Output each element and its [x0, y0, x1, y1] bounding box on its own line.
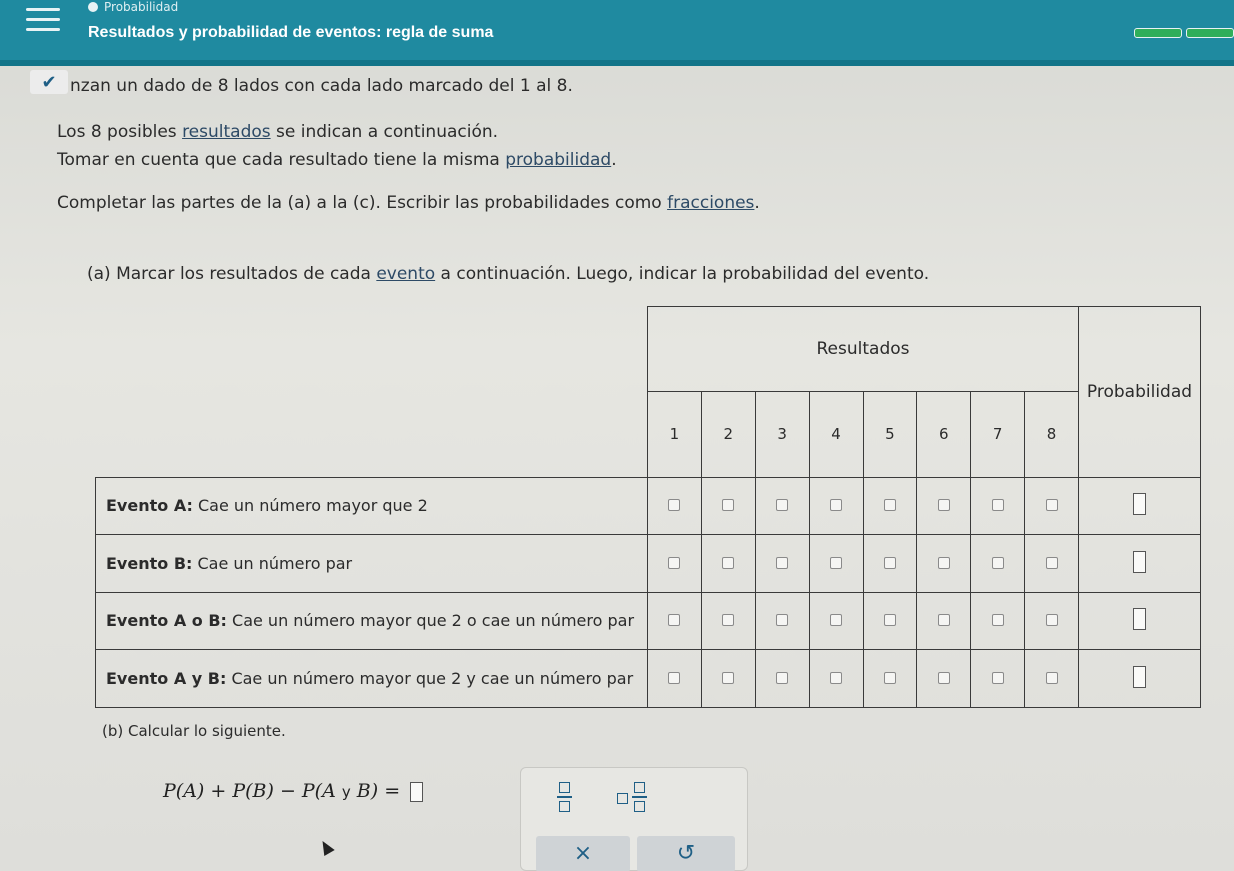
- outcomes-header: Resultados: [648, 307, 1079, 392]
- intro-text: Completar las partes de la (a) a la (c). Escribir las probabilidades como: [57, 193, 668, 213]
- topic-dot-icon: [88, 2, 98, 12]
- outcome-cell: [1025, 535, 1079, 593]
- outcome-checkbox-2[interactable]: [722, 672, 734, 684]
- probability-input[interactable]: [1133, 608, 1146, 630]
- outcome-checkbox-1[interactable]: [668, 557, 680, 569]
- event-description: Cae un número mayor que 2: [197, 495, 428, 515]
- topic-label: [88, 0, 178, 14]
- outcome-cell: [809, 592, 863, 650]
- table-row: [96, 535, 1201, 593]
- outcome-checkbox-5[interactable]: [884, 672, 896, 684]
- outcome-cell: [863, 592, 917, 650]
- outcome-checkbox-5[interactable]: [884, 499, 896, 511]
- outcome-checkbox-7[interactable]: [992, 672, 1004, 684]
- progress-segment: [1186, 28, 1234, 38]
- outcome-checkbox-1[interactable]: [668, 499, 680, 511]
- outcome-header-3: 3: [755, 392, 809, 477]
- outcome-checkbox-3[interactable]: [776, 557, 788, 569]
- intro-text: Tomar en cuenta que cada resultado tiene la misma: [57, 150, 506, 170]
- outcomes-table: [95, 306, 1201, 708]
- outcome-cell: [917, 592, 971, 650]
- probability-input[interactable]: [1133, 666, 1146, 688]
- intro-line-4: [57, 193, 760, 213]
- event-name: Evento A o B:: [106, 611, 227, 631]
- outcome-checkbox-5[interactable]: [884, 557, 896, 569]
- outcome-cell: [1025, 592, 1079, 650]
- event-label-cell: [96, 535, 648, 593]
- part-a-text: a continuación. Luego, indicar la probabilidad del evento.: [435, 264, 930, 284]
- outcome-cell: [863, 477, 917, 535]
- event-description: Cae un número mayor que 2 o cae un número par: [232, 611, 635, 631]
- event-label-cell: [96, 650, 648, 708]
- progress-bar: [1134, 28, 1234, 38]
- outcome-cell: [648, 650, 702, 708]
- outcome-checkbox-6[interactable]: [938, 557, 950, 569]
- table-row: [96, 592, 1201, 650]
- intro-text: Los 8 posibles: [57, 122, 183, 142]
- formula-left: P(A) + P(B) − P(A: [163, 780, 342, 802]
- outcome-cell: [755, 650, 809, 708]
- outcome-cell: [863, 535, 917, 593]
- outcome-cell: [648, 477, 702, 535]
- event-name: Evento B:: [106, 553, 193, 573]
- outcome-checkbox-6[interactable]: [938, 499, 950, 511]
- event-name: Evento A y B:: [106, 668, 227, 688]
- page-title: Resultados y probabilidad de eventos: regla de suma: [88, 24, 494, 41]
- link-fracciones[interactable]: fracciones: [667, 193, 755, 213]
- mouse-cursor-icon: [317, 838, 334, 856]
- fraction-tool-icon[interactable]: [557, 782, 572, 812]
- outcome-checkbox-1[interactable]: [668, 672, 680, 684]
- mixed-number-whole-icon[interactable]: [617, 793, 628, 804]
- outcome-cell: [863, 650, 917, 708]
- outcome-header-1: 1: [648, 392, 702, 477]
- outcome-cell: [755, 592, 809, 650]
- table-row: [96, 477, 1201, 535]
- clear-button[interactable]: ×: [536, 836, 630, 871]
- outcome-cell: [1025, 650, 1079, 708]
- outcome-checkbox-1[interactable]: [668, 614, 680, 626]
- intro-text: .: [754, 193, 760, 213]
- event-label-cell: [96, 477, 648, 535]
- outcome-checkbox-6[interactable]: [938, 614, 950, 626]
- math-toolbar: [520, 767, 748, 871]
- outcome-checkbox-3[interactable]: [776, 672, 788, 684]
- outcome-checkbox-2[interactable]: [722, 557, 734, 569]
- intro-line-2: [57, 122, 498, 142]
- outcome-checkbox-5[interactable]: [884, 614, 896, 626]
- outcome-header-8: 8: [1025, 392, 1079, 477]
- outcome-cell: [809, 650, 863, 708]
- formula: [163, 780, 423, 802]
- progress-segment: [1134, 28, 1182, 38]
- outcome-checkbox-4[interactable]: [830, 614, 842, 626]
- part-b-label: (b) Calcular lo siguiente.: [102, 722, 286, 740]
- event-label-cell: [96, 592, 648, 650]
- intro-text: se indican a continuación.: [270, 122, 499, 142]
- probability-cell: [1079, 592, 1201, 650]
- probability-cell: [1079, 650, 1201, 708]
- outcome-cell: [755, 535, 809, 593]
- probability-cell: [1079, 535, 1201, 593]
- part-a-text: (a) Marcar los resultados de cada: [87, 264, 377, 284]
- top-bar: [0, 0, 1234, 66]
- intro-text: .: [611, 150, 617, 170]
- outcome-checkbox-4[interactable]: [830, 672, 842, 684]
- outcome-cell: [648, 592, 702, 650]
- probability-input[interactable]: [1133, 493, 1146, 515]
- outcome-cell: [917, 477, 971, 535]
- outcome-checkbox-8[interactable]: [1046, 614, 1058, 626]
- outcome-cell: [971, 650, 1025, 708]
- outcome-checkbox-3[interactable]: [776, 614, 788, 626]
- outcome-cell: [701, 477, 755, 535]
- event-name: Evento A:: [106, 495, 193, 515]
- outcome-cell: [1025, 477, 1079, 535]
- outcome-cell: [971, 535, 1025, 593]
- outcome-cell: [755, 477, 809, 535]
- mixed-fraction-tool-icon[interactable]: [632, 782, 647, 812]
- table-corner: [96, 307, 648, 392]
- outcome-cell: [809, 477, 863, 535]
- table-corner: [96, 392, 648, 477]
- outcome-cell: [809, 535, 863, 593]
- intro-line-3: [57, 150, 617, 170]
- outcome-checkbox-7[interactable]: [992, 557, 1004, 569]
- link-probabilidad[interactable]: probabilidad: [505, 150, 612, 170]
- probability-header: Probabilidad: [1079, 307, 1201, 478]
- outcome-checkbox-6[interactable]: [938, 672, 950, 684]
- event-description: Cae un número par: [197, 553, 353, 573]
- outcome-checkbox-7[interactable]: [992, 499, 1004, 511]
- outcome-header-4: 4: [809, 392, 863, 477]
- outcome-header-5: 5: [863, 392, 917, 477]
- outcome-cell: [917, 650, 971, 708]
- outcome-checkbox-3[interactable]: [776, 499, 788, 511]
- link-evento[interactable]: evento: [376, 264, 436, 284]
- outcome-header-2: 2: [701, 392, 755, 477]
- outcome-checkbox-7[interactable]: [992, 614, 1004, 626]
- outcome-cell: [701, 650, 755, 708]
- probability-input[interactable]: [1133, 551, 1146, 573]
- outcome-checkbox-8[interactable]: [1046, 499, 1058, 511]
- collapse-chevron-icon[interactable]: ✔: [30, 70, 68, 94]
- outcome-checkbox-2[interactable]: [722, 499, 734, 511]
- outcome-checkbox-4[interactable]: [830, 499, 842, 511]
- formula-right: B) =: [350, 780, 401, 802]
- intro-line-1: nzan un dado de 8 lados con cada lado marcado del 1 al 8.: [70, 76, 573, 96]
- outcome-cell: [701, 592, 755, 650]
- formula-y: y: [341, 783, 351, 801]
- link-resultados[interactable]: resultados: [182, 122, 271, 142]
- part-a-instruction: [87, 264, 929, 284]
- undo-button[interactable]: ↺: [637, 836, 735, 871]
- outcome-checkbox-2[interactable]: [722, 614, 734, 626]
- outcome-checkbox-8[interactable]: [1046, 557, 1058, 569]
- probability-cell: [1079, 477, 1201, 535]
- topic-text: Probabilidad: [104, 0, 179, 14]
- outcome-cell: [701, 535, 755, 593]
- outcome-header-6: 6: [917, 392, 971, 477]
- outcome-cell: [917, 535, 971, 593]
- outcome-cell: [971, 477, 1025, 535]
- event-description: Cae un número mayor que 2 y cae un número par: [231, 668, 634, 688]
- outcome-checkbox-4[interactable]: [830, 557, 842, 569]
- answer-input[interactable]: [410, 782, 423, 802]
- menu-icon[interactable]: [26, 8, 60, 32]
- table-row: [96, 650, 1201, 708]
- outcome-cell: [971, 592, 1025, 650]
- outcome-header-7: 7: [971, 392, 1025, 477]
- outcome-cell: [648, 535, 702, 593]
- outcome-checkbox-8[interactable]: [1046, 672, 1058, 684]
